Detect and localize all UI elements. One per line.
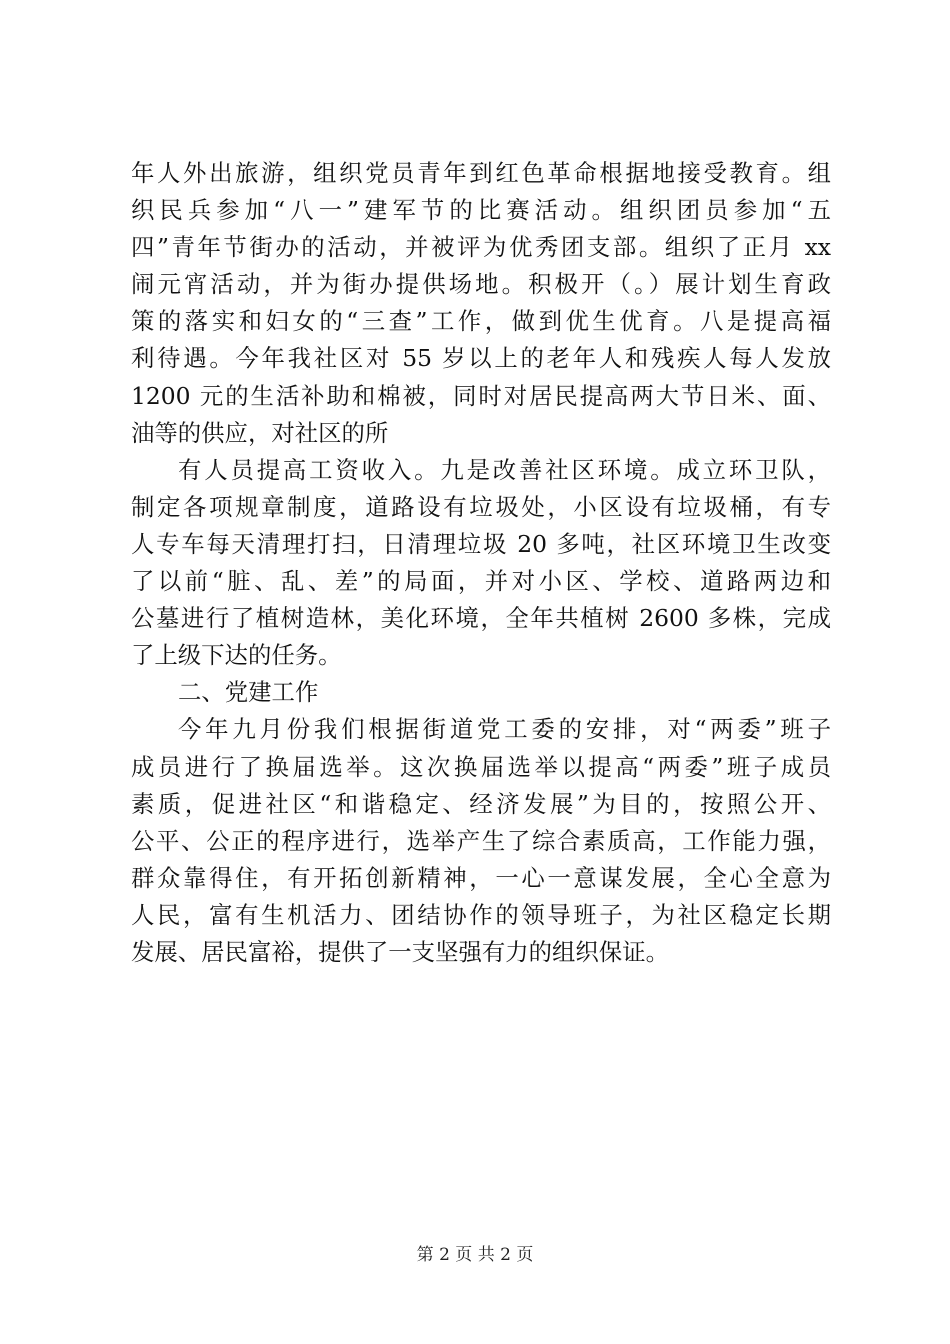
text-line: 了以前“脏、乱、差”的局面，并对小区、学校、道路两边和 bbox=[131, 567, 831, 596]
text-line: 年人外出旅游，组织党员青年到红色革命根据地接受教育。组 bbox=[131, 159, 831, 187]
paragraph-first-line: 有人员提高工资收入。九是改善社区环境。成立环卫队， bbox=[178, 455, 831, 484]
text-line: 利待遇。今年我社区对 55 岁以上的老年人和残疾人每人发放 bbox=[131, 344, 831, 373]
page-number-footer: 第 2 页 共 2 页 bbox=[416, 1245, 534, 1265]
text-line: 人专车每天清理打扫，日清理垃圾 20 多吨，社区环境卫生改变 bbox=[131, 529, 831, 558]
document-body bbox=[131, 155, 831, 971]
text-line: 制定各项规章制度，道路设有垃圾处，小区设有垃圾桶，有专 bbox=[131, 492, 831, 521]
text-line: 成员进行了换届选举。这次换届选举以提高“两委”班子成员 bbox=[131, 752, 831, 781]
text-line: 1200 元的生活补助和棉被，同时对居民提高两大节日米、面、 bbox=[131, 381, 831, 410]
text-line: 策的落实和妇女的“三查”工作，做到优生优育。八是提高福 bbox=[131, 307, 831, 336]
text-line: 公平、公正的程序进行，选举产生了综合素质高，工作能力强， bbox=[131, 826, 831, 855]
paragraph-first-line: 今年九月份我们根据街道党工委的安排，对“两委”班子 bbox=[178, 715, 831, 744]
text-line: 人民，富有生机活力、团结协作的领导班子，为社区稳定长期 bbox=[131, 900, 831, 929]
text-line: 油等的供应，对社区的所 bbox=[131, 418, 389, 447]
text-line: 四”青年节街办的活动，并被评为优秀团支部。组织了正月 xx bbox=[131, 233, 831, 262]
text-line: 素质，促进社区“和谐稳定、经济发展”为目的，按照公开、 bbox=[131, 789, 831, 818]
text-line: 闹元宵活动，并为街办提供场地。积极开（。）展计划生育政 bbox=[131, 270, 831, 299]
text-line: 织民兵参加“八一”建军节的比赛活动。组织团员参加“五 bbox=[131, 196, 831, 225]
text-line: 发展、居民富裕，提供了一支坚强有力的组织保证。 bbox=[131, 937, 669, 966]
section-heading: 二、党建工作 bbox=[178, 678, 319, 707]
text-line: 了上级下达的任务。 bbox=[131, 641, 342, 670]
text-line: 群众靠得住，有开拓创新精神，一心一意谋发展，全心全意为 bbox=[131, 863, 831, 892]
text-line: 公墓进行了植树造林，美化环境，全年共植树 2600 多株，完成 bbox=[131, 604, 831, 633]
